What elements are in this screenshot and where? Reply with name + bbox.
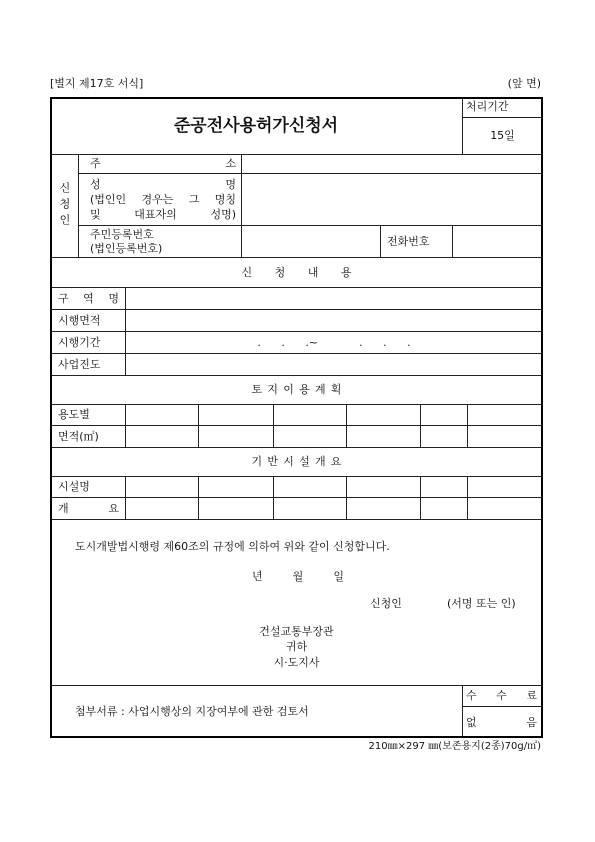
registration-number-label: 주민등록번호 [90, 227, 154, 241]
use-type-cell [273, 405, 347, 426]
label-word: 명 [225, 178, 236, 191]
label-word: 수 [496, 689, 507, 702]
declaration-cell [50, 520, 543, 686]
label-word: 수 [466, 689, 477, 702]
declaration-text: 도시개발법시행령 제60조의 규정에 의하여 위와 같이 신청합니다. [75, 540, 390, 553]
project-period-value-cell [125, 332, 543, 354]
attachments-text: 첨부서류 : 사업시행상의 지장여부에 관한 검토서 [75, 705, 309, 718]
address-value-cell [241, 155, 543, 174]
label-word: 용 [299, 383, 310, 396]
processing-period-value: 15일 [490, 129, 515, 142]
area-cell [273, 426, 347, 448]
address-label [90, 157, 236, 171]
label-word: 없 [466, 715, 477, 729]
label-word: 명칭 [214, 193, 236, 206]
name-value-cell [241, 174, 543, 226]
use-type-cell [420, 405, 468, 426]
corporate-registration-number-label: (법인등록번호) [90, 241, 163, 255]
district-name-value-cell [125, 288, 543, 310]
facility-name-label-cell [50, 477, 126, 498]
facility-name-cell [420, 477, 468, 498]
area-cell [125, 426, 199, 448]
use-type-cell [198, 405, 274, 426]
overview-cell [420, 498, 468, 520]
label-word: 토 [251, 383, 263, 396]
infrastructure-heading [252, 455, 342, 469]
label-word: 계 [314, 383, 326, 396]
area-cell [420, 426, 468, 448]
applicant-section-label: 신청인 [58, 182, 71, 230]
fee-value [466, 716, 537, 730]
label-word: 성명) [210, 208, 236, 221]
use-type-cell [467, 405, 543, 426]
use-type-cell [125, 405, 199, 426]
label-word: 역 [83, 291, 94, 305]
label-word: 일 [333, 570, 344, 583]
label-word: 시행기간 [58, 335, 101, 349]
facility-name-cell [346, 477, 421, 498]
area-cell [467, 426, 543, 448]
overview-label-cell [50, 498, 126, 520]
application-form [50, 97, 543, 738]
label-word: 음 [526, 715, 537, 729]
project-area-label [58, 314, 119, 328]
project-period-label-cell [50, 332, 126, 354]
label-word: 이 [283, 383, 294, 396]
label-word: 월 [292, 570, 304, 583]
name-label-line-1 [90, 177, 236, 192]
fee-label [466, 689, 537, 703]
paper-spec-footer: 210㎜×297 ㎜(보존용지(2종)70g/㎡) [368, 741, 541, 752]
project-period-label [58, 336, 119, 350]
label-word: 년 [252, 570, 263, 583]
address-label-cell [78, 155, 242, 174]
label-word: 요 [330, 455, 342, 468]
overview-cell [467, 498, 543, 520]
fee-label-cell [462, 686, 543, 707]
project-period-value: . . .~ . . . [257, 335, 411, 349]
application-heading [242, 266, 352, 280]
declaration-date [252, 570, 344, 584]
label-word: 요 [108, 501, 119, 515]
label-word: 기 [251, 455, 263, 468]
label-word: 소 [225, 157, 236, 170]
recipient-minister: 건설교통부장관 [259, 625, 334, 638]
overview-label [58, 502, 119, 516]
label-word: 신 [241, 265, 253, 279]
processing-period-label: 처리기간 [466, 100, 509, 113]
name-label-line-2 [90, 192, 236, 207]
label-word: 시행면적 [58, 313, 101, 327]
label-word: 경우는 [141, 193, 174, 206]
district-name-label-cell [50, 288, 126, 310]
project-area-value-cell [125, 310, 543, 332]
label-word: 구 [58, 291, 69, 305]
processing-period-value-cell [462, 118, 543, 155]
label-word: 료 [526, 689, 537, 702]
progress-label-cell [50, 354, 126, 376]
label-word: 및 [90, 208, 101, 221]
label-word: 면적(㎡) [58, 429, 99, 443]
form-title: 준공전사용허가신청서 [173, 115, 339, 136]
label-word: 용도별 [58, 408, 90, 421]
label-word: 지 [267, 383, 278, 396]
area-label-cell [50, 426, 126, 448]
district-name-label [58, 292, 119, 306]
use-type-label [58, 408, 119, 422]
phone-label-cell [380, 226, 453, 258]
overview-cell [273, 498, 347, 520]
facility-name-cell [198, 477, 274, 498]
label-word: 대표자의 [134, 208, 177, 221]
label-word: 그 [188, 193, 200, 206]
application-heading-cell [50, 258, 543, 288]
label-word: 시 [283, 455, 294, 468]
use-type-label-cell [50, 405, 126, 426]
fee-value-cell [462, 707, 543, 738]
page-side-label: (앞 면) [507, 77, 541, 90]
infrastructure-heading-cell [50, 448, 543, 477]
processing-period-label-cell [462, 97, 543, 118]
applicant-section-label-cell [50, 155, 79, 258]
label-word: 청 [274, 265, 286, 279]
label-word: (법인인 [90, 193, 127, 206]
name-label-cell [78, 174, 242, 226]
label-word: 사업진도 [58, 357, 101, 371]
label-word: 획 [330, 383, 342, 396]
label-word: 시설명 [58, 480, 90, 493]
land-use-heading-cell [50, 376, 543, 405]
progress-label [58, 358, 119, 372]
phone-label: 전화번호 [387, 234, 430, 248]
attachments-cell [50, 686, 463, 738]
progress-value-cell [125, 354, 543, 376]
name-label-line-3 [90, 207, 236, 222]
recipient-honorific: 귀하 [285, 640, 308, 653]
label-word: 성 [90, 178, 101, 191]
area-cell [198, 426, 274, 448]
label-word: 개 [58, 501, 69, 515]
land-use-heading [252, 383, 342, 397]
label-word: 개 [314, 455, 326, 468]
signature-note: (서명 또는 인) [447, 597, 516, 610]
title-cell [50, 97, 463, 155]
phone-value-cell [452, 226, 543, 258]
registration-number-value-cell [241, 226, 381, 258]
overview-cell [346, 498, 421, 520]
form-number: [별지 제17호 서식] [50, 77, 144, 90]
area-cell [346, 426, 421, 448]
recipient-governor: 시·도지사 [273, 656, 320, 669]
label-word: 주 [90, 157, 101, 170]
facility-name-label [58, 480, 119, 494]
facility-name-cell [273, 477, 347, 498]
project-area-label-cell [50, 310, 126, 332]
label-word: 설 [299, 455, 310, 468]
facility-name-cell [467, 477, 543, 498]
label-word: 명 [108, 291, 119, 305]
facility-name-cell [125, 477, 199, 498]
label-word: 용 [340, 265, 352, 279]
overview-cell [125, 498, 199, 520]
label-word: 내 [307, 265, 319, 279]
declaration-applicant-label: 신청인 [370, 597, 402, 610]
use-type-cell [346, 405, 421, 426]
area-label [58, 430, 119, 444]
registration-number-label-cell [78, 226, 242, 258]
label-word: 반 [267, 455, 278, 468]
overview-cell [198, 498, 274, 520]
